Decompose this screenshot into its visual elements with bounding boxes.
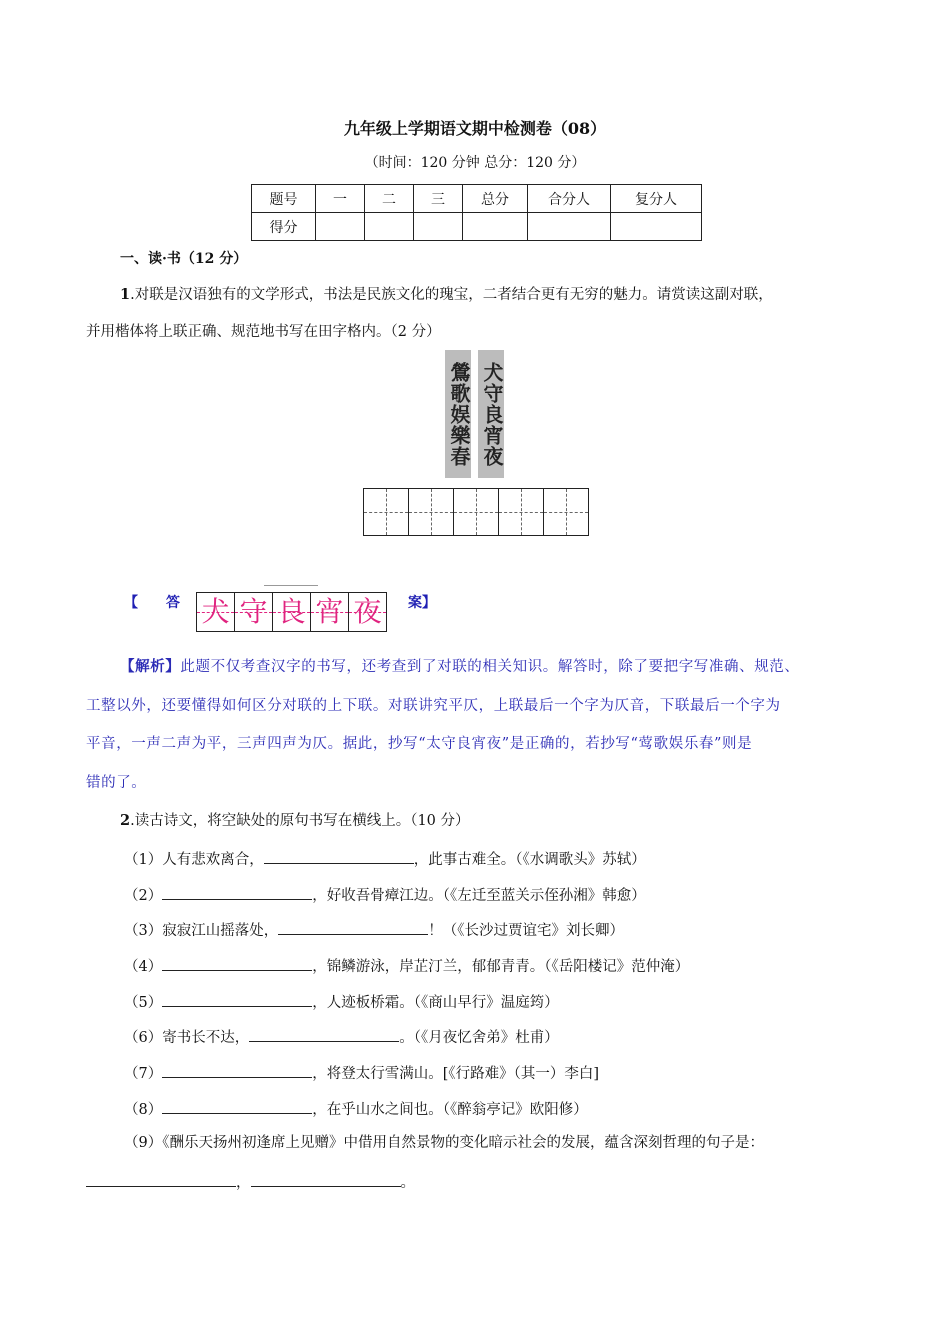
- analysis-text: 平音，一声二声为平，三声四声为仄。据此，抄写“太守良宵夜”是正确的，若抄写“莺歌娱乐春”则是: [86, 736, 753, 752]
- item-prefix: （5）: [124, 995, 163, 1011]
- answer-char: 夜: [349, 593, 386, 631]
- answer-blank[interactable]: [86, 1168, 236, 1187]
- grid-cell[interactable]: [499, 489, 544, 535]
- couplet-lower-line: 鶯歌娱樂春: [445, 350, 471, 478]
- item-suffix: ，将登太行雪满山。[《行路难》（其一）李白]: [312, 1066, 600, 1082]
- item-suffix: ，人迹板桥霜。（《商山早行》温庭筠）: [312, 995, 559, 1011]
- item-prefix: （1）人有悲欢离合，: [124, 852, 264, 868]
- table-cell[interactable]: [528, 213, 611, 241]
- question-text: .读古诗文，将空缺处的原句书写在横线上。（10 分）: [130, 813, 470, 829]
- question-text: 并用楷体将上联正确、规范地书写在田字格内。（2 分）: [86, 324, 441, 340]
- answer-char: 犬: [197, 593, 235, 631]
- item-prefix: （6）寄书长不达，: [124, 1030, 250, 1046]
- list-item: [124, 845, 646, 869]
- table-cell[interactable]: [611, 213, 702, 241]
- list-item: [124, 988, 559, 1012]
- item-suffix: ！（《长沙过贾谊宅》刘长卿）: [428, 923, 624, 939]
- separator: ，: [236, 1175, 251, 1191]
- table-cell: 三: [414, 185, 463, 213]
- answer-bracket-open: 【: [124, 595, 138, 611]
- grid-cell[interactable]: [454, 489, 499, 535]
- table-cell: 复分人: [611, 185, 702, 213]
- analysis-text: 错的了。: [86, 774, 147, 791]
- question-1: [86, 276, 886, 351]
- table-row: [252, 185, 702, 213]
- score-table: [251, 184, 702, 241]
- question-2: [120, 802, 470, 840]
- list-item: [124, 881, 646, 905]
- grid-cell[interactable]: [409, 489, 454, 535]
- item-suffix: ，此事古难全。（《水调歌头》苏轼）: [413, 852, 646, 868]
- table-cell: 一: [316, 185, 365, 213]
- writing-grid[interactable]: [363, 488, 589, 536]
- answer-blank[interactable]: [162, 988, 312, 1007]
- analysis-label: 【解析】: [120, 658, 181, 675]
- list-item: [124, 916, 624, 940]
- list-item-continuation: [86, 1168, 415, 1192]
- item-prefix: （8）: [124, 1102, 163, 1118]
- analysis-text: 此题不仅考查汉字的书写，还考查到了对联的相关知识。解答时，除了要把字写准确、规范、: [180, 659, 800, 675]
- answer-blank[interactable]: [162, 881, 312, 900]
- question-text: .对联是汉语独有的文学形式，书法是民族文化的瑰宝，二者结合更有无穷的魅力。请赏读这副对联，: [130, 287, 773, 303]
- answer-grid: [196, 592, 387, 632]
- answer-blank[interactable]: [264, 845, 414, 864]
- answer-blank[interactable]: [162, 1095, 312, 1114]
- answer-blank[interactable]: [278, 916, 428, 935]
- table-cell: 二: [365, 185, 414, 213]
- grid-cell[interactable]: [364, 489, 409, 535]
- list-item: （9）《酬乐天扬州初逢席上见赠》中借用自然景物的变化暗示社会的发展，蕴含深刻哲理的句子是：: [124, 1135, 764, 1151]
- item-suffix: ，好收吾骨瘴江边。（《左迁至蓝关示侄孙湘》韩愈）: [312, 888, 646, 904]
- list-item: [124, 1023, 559, 1047]
- item-prefix: （7）: [124, 1066, 163, 1082]
- table-cell: 题号: [252, 185, 316, 213]
- divider: [264, 585, 318, 586]
- grid-cell[interactable]: [544, 489, 588, 535]
- question-number: 2: [120, 812, 131, 829]
- list-item: [124, 952, 689, 976]
- answer-blank[interactable]: [251, 1168, 401, 1187]
- table-cell[interactable]: [463, 213, 528, 241]
- answer-label: 答: [166, 595, 180, 611]
- item-suffix: ，锦鳞游泳，岸芷汀兰，郁郁青青。（《岳阳楼记》范仲淹）: [312, 959, 690, 975]
- terminator: 。: [400, 1175, 415, 1191]
- item-prefix: （4）: [124, 959, 163, 975]
- table-cell[interactable]: [316, 213, 365, 241]
- exam-info: （时间：120 分钟 总分：120 分）: [364, 155, 586, 171]
- table-cell: 总分: [463, 185, 528, 213]
- question-number: 1: [120, 286, 131, 303]
- answer-char: 守: [235, 593, 273, 631]
- answer-bracket-close: 案】: [408, 595, 436, 611]
- answer-blank[interactable]: [162, 1059, 312, 1078]
- item-suffix: ，在乎山水之间也。（《醉翁亭记》欧阳修）: [312, 1102, 588, 1118]
- analysis-block: [86, 648, 876, 802]
- item-prefix: （3）寂寂江山摇落处，: [124, 923, 279, 939]
- table-cell[interactable]: [365, 213, 414, 241]
- table-cell: 得分: [252, 213, 316, 241]
- table-cell: 合分人: [528, 185, 611, 213]
- item-suffix: 。（《月夜忆舍弟》杜甫）: [399, 1030, 559, 1046]
- answer-blank[interactable]: [162, 952, 312, 971]
- couplet-upper-line: 犬守良宵夜: [478, 350, 504, 478]
- analysis-text: 工整以外，还要懂得如何区分对联的上下联。对联讲究平仄，上联最后一个字为仄音，下联最后一个字为: [86, 697, 781, 714]
- answer-char: 良: [273, 593, 311, 631]
- answer-blank[interactable]: [249, 1023, 399, 1042]
- list-item: [124, 1059, 599, 1083]
- section-heading: 一、读·书（12 分）: [120, 251, 248, 267]
- answer-char: 宵: [311, 593, 349, 631]
- page-title: 九年级上学期语文期中检测卷（08）: [343, 119, 607, 138]
- table-cell[interactable]: [414, 213, 463, 241]
- item-prefix: （2）: [124, 888, 163, 904]
- list-item: [124, 1095, 588, 1119]
- table-row: [252, 213, 702, 241]
